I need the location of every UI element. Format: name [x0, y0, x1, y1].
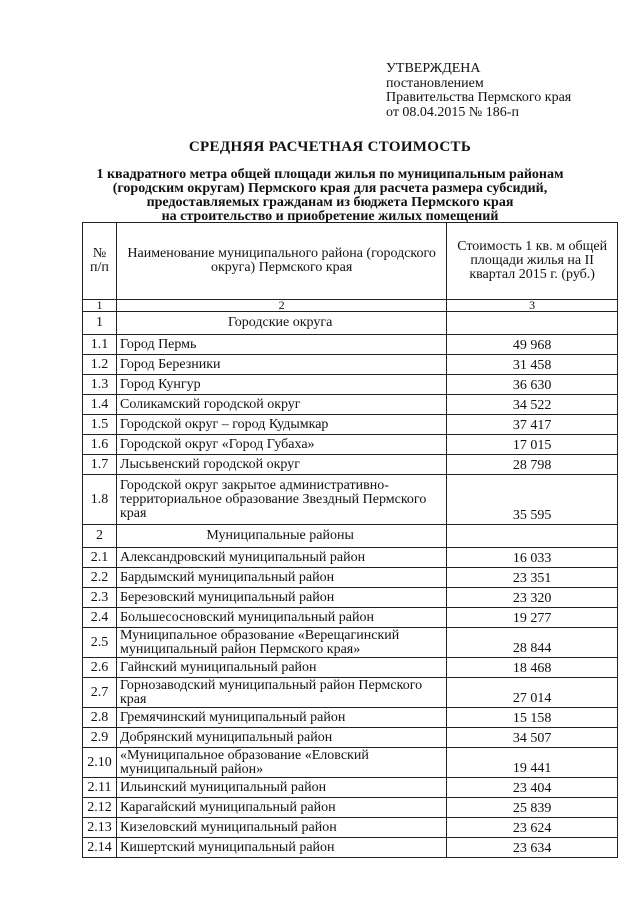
row-num: 1.3	[83, 375, 117, 395]
table-header-row	[83, 223, 618, 300]
row-value: 17 015	[447, 435, 618, 455]
row-num: 2.3	[83, 588, 117, 608]
header-name: Наименование муниципального района (городского округа) Пермского края	[116, 223, 446, 300]
table-row	[83, 748, 618, 778]
row-name: Город Кунгур	[116, 375, 446, 395]
row-num: 2.9	[83, 728, 117, 748]
table-row	[83, 628, 618, 658]
section-title: Муниципальные районы	[116, 525, 446, 548]
row-value: 23 320	[447, 588, 618, 608]
table-row	[83, 588, 618, 608]
row-num: 2.8	[83, 708, 117, 728]
cost-table	[82, 222, 618, 858]
header-num: № п/п	[83, 223, 117, 300]
row-num: 2.12	[83, 798, 117, 818]
row-value: 27 014	[447, 678, 618, 708]
table-row	[83, 355, 618, 375]
section-row	[83, 525, 618, 548]
row-name: Большесосновский муниципальный район	[116, 608, 446, 628]
row-name: Город Березники	[116, 355, 446, 375]
row-num: 1.4	[83, 395, 117, 415]
row-num: 1.7	[83, 455, 117, 475]
row-num: 2.14	[83, 838, 117, 858]
title-sub-3: предоставляемых гражданам из бюджета Пермского края	[146, 195, 514, 210]
table-row	[83, 548, 618, 568]
row-value: 19 277	[447, 608, 618, 628]
table-body	[83, 312, 618, 858]
row-name: Соликамский городской округ	[116, 395, 446, 415]
table-row	[83, 608, 618, 628]
table-row	[83, 728, 618, 748]
column-index-1: 1	[83, 300, 117, 312]
title-sub-2: (городским округам) Пермского края для расчета размера субсидий,	[112, 181, 548, 196]
row-value: 35 595	[447, 475, 618, 525]
title-sub-1: 1 квадратного метра общей площади жилья по муниципальным районам	[96, 167, 564, 182]
column-index-2: 2	[116, 300, 446, 312]
row-num: 1.2	[83, 355, 117, 375]
column-index-row	[83, 300, 618, 312]
row-name: Добрянский муниципальный район	[116, 728, 446, 748]
row-name: Березовский муниципальный район	[116, 588, 446, 608]
row-num: 1.1	[83, 335, 117, 355]
row-value: 37 417	[447, 415, 618, 435]
table-row	[83, 415, 618, 435]
table-row	[83, 455, 618, 475]
row-num: 2.13	[83, 818, 117, 838]
row-value: 34 522	[447, 395, 618, 415]
row-num: 2.6	[83, 658, 117, 678]
row-name: Муниципальное образование «Верещагинский муниципальный район Пермского края»	[116, 628, 446, 658]
row-name: Бардымский муниципальный район	[116, 568, 446, 588]
row-name: Карагайский муниципальный район	[116, 798, 446, 818]
approval-line-2: постановлением	[386, 75, 484, 91]
row-name: Лысьвенский городской округ	[116, 455, 446, 475]
column-index-3: 3	[447, 300, 618, 312]
row-name: Город Пермь	[116, 335, 446, 355]
table-row	[83, 335, 618, 355]
row-value: 23 404	[447, 778, 618, 798]
row-value: 23 351	[447, 568, 618, 588]
row-name: Кишертский муниципальный район	[116, 838, 446, 858]
row-num: 2.1	[83, 548, 117, 568]
table-row	[83, 778, 618, 798]
table-row	[83, 375, 618, 395]
approval-line-4: от 08.04.2015 № 186-п	[386, 104, 519, 120]
row-name: Городской округ «Город Губаха»	[116, 435, 446, 455]
row-num: 2.5	[83, 628, 117, 658]
approval-line-1: УТВЕРЖДЕНА	[386, 61, 481, 76]
row-name: Александровский муниципальный район	[116, 548, 446, 568]
row-num: 1.6	[83, 435, 117, 455]
row-value: 28 844	[447, 628, 618, 658]
row-name: Гайнский муниципальный район	[116, 658, 446, 678]
row-num: 1.8	[83, 475, 117, 525]
table-row	[83, 838, 618, 858]
row-name: Городской округ закрытое административно-территориальное образование Звездный Пермского края	[116, 475, 446, 525]
approval-stamp	[386, 62, 571, 120]
row-value: 28 798	[447, 455, 618, 475]
row-num: 2.2	[83, 568, 117, 588]
row-value: 36 630	[447, 375, 618, 395]
table-row	[83, 568, 618, 588]
row-name: Кизеловский муниципальный район	[116, 818, 446, 838]
row-num: 2.11	[83, 778, 117, 798]
section-title: Городские округа	[116, 312, 446, 335]
row-name: Ильинский муниципальный район	[116, 778, 446, 798]
approval-line-3: Правительства Пермского края	[386, 90, 572, 105]
table-row	[83, 435, 618, 455]
row-num: 2.7	[83, 678, 117, 708]
row-name: Городской округ – город Кудымкар	[116, 415, 446, 435]
row-value: 15 158	[447, 708, 618, 728]
table-row	[83, 658, 618, 678]
header-cost: Стоимость 1 кв. м общей площади жилья на II квартал 2015 г. (руб.)	[447, 223, 618, 300]
section-value-empty	[447, 525, 618, 548]
row-value: 34 507	[447, 728, 618, 748]
row-name: Гремячинский муниципальный район	[116, 708, 446, 728]
row-num: 2.4	[83, 608, 117, 628]
row-name: «Муниципальное образование «Еловский муниципальный район»	[116, 748, 446, 778]
table-row	[83, 475, 618, 525]
section-row	[83, 312, 618, 335]
table-row	[83, 708, 618, 728]
section-value-empty	[447, 312, 618, 335]
row-num: 1.5	[83, 415, 117, 435]
row-num: 2.10	[83, 748, 117, 778]
row-value: 16 033	[447, 548, 618, 568]
row-value: 31 458	[447, 355, 618, 375]
row-value: 25 839	[447, 798, 618, 818]
row-value: 49 968	[447, 335, 618, 355]
row-value: 18 468	[447, 658, 618, 678]
section-num: 1	[83, 312, 117, 335]
row-value: 23 624	[447, 818, 618, 838]
table-row	[83, 818, 618, 838]
section-num: 2	[83, 525, 117, 548]
table-row	[83, 678, 618, 708]
title-sub-4: на строительство и приобретение жилых помещений	[161, 209, 499, 224]
document-title	[40, 140, 620, 224]
table-row	[83, 395, 618, 415]
title-main: СРЕДНЯЯ РАСЧЕТНАЯ СТОИМОСТЬ	[188, 139, 472, 155]
row-value: 19 441	[447, 748, 618, 778]
row-name: Горнозаводский муниципальный район Пермского края	[116, 678, 446, 708]
row-value: 23 634	[447, 838, 618, 858]
table-row	[83, 798, 618, 818]
